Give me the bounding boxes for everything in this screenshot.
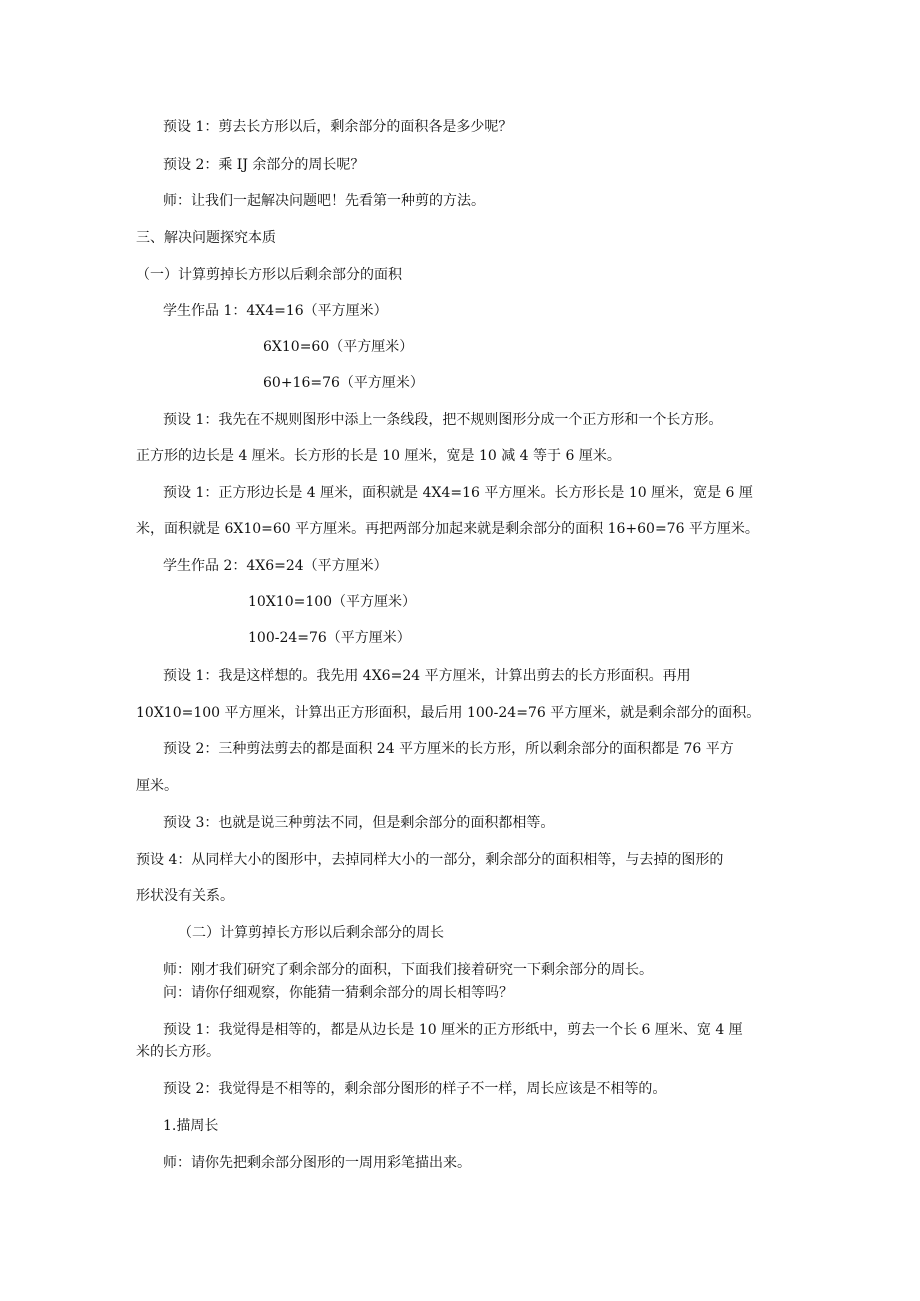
paragraph-preset-1-explain-c-cont: 10X10=100 平方厘米，计算出正方形面积，最后用 100-24=76 平方厘米，就是剩余部分的面积。	[136, 705, 761, 721]
student-work-2-line-3: 100-24=76（平方厘米）	[248, 630, 411, 646]
paragraph-preset-1-perimeter-cont: 米的长方形。	[136, 1044, 220, 1060]
paragraph-preset-1-explain-c: 预设 1：我是这样想的。我先用 4X6=24 平方厘米，计算出剪去的长方形面积。再用	[163, 668, 691, 684]
student-work-2-line-1: 学生作品 2：4X6=24（平方厘米）	[163, 558, 388, 574]
subheading-trace-perimeter: 1.描周长	[163, 1118, 219, 1134]
paragraph-preset-2-question: 预设 2：乘 IJ 余部分的周长呢？	[163, 157, 365, 173]
paragraph-teacher-trace: 师：请你先把剩余部分图形的一周用彩笔描出来。	[163, 1155, 471, 1171]
student-work-1-line-3: 60+16=76（平方厘米）	[263, 375, 424, 391]
paragraph-preset-1-explain-a-cont: 正方形的边长是 4 厘米。长方形的长是 10 厘米，宽是 10 减 4 等于 6 厘米。	[136, 448, 621, 464]
paragraph-question-perimeter: 问：请你仔细观察，你能猜一猜剩余部分的周长相等吗？	[163, 985, 513, 1001]
student-work-1-line-2: 6X10=60（平方厘米）	[263, 339, 414, 355]
paragraph-preset-1-explain-b-cont: 米，面积就是 6X10=60 平方厘米。再把两部分加起来就是剩余部分的面积 16+60=76 平方厘米。	[136, 521, 759, 537]
subsection-heading-area: （一）计算剪掉长方形以后剩余部分的面积	[136, 267, 402, 283]
student-work-2-line-2: 10X10=100（平方厘米）	[248, 594, 417, 610]
paragraph-teacher-intro: 师：让我们一起解决问题吧！先看第一种剪的方法。	[163, 193, 485, 209]
paragraph-preset-1-explain-b: 预设 1：正方形边长是 4 厘米，面积就是 4X4=16 平方厘米。长方形长是 10 厘米，宽是 6 厘	[163, 485, 753, 501]
paragraph-preset-1-perimeter: 预设 1：我觉得是相等的，都是从边长是 10 厘米的正方形纸中，剪去一个长 6 厘米、宽 4 厘	[163, 1022, 743, 1038]
paragraph-preset-4-area: 预设 4：从同样大小的图形中，去掉同样大小的一部分，剩余部分的面积相等，与去掉的图形的	[136, 852, 724, 868]
paragraph-preset-2-area: 预设 2：三种剪法剪去的都是面积 24 平方厘米的长方形，所以剩余部分的面积都是 76 平方	[163, 741, 734, 757]
paragraph-preset-2-area-cont: 厘米。	[136, 778, 178, 794]
paragraph-teacher-perimeter: 师：刚才我们研究了剩余部分的面积，下面我们接着研究一下剩余部分的周长。	[163, 962, 653, 978]
subsection-heading-perimeter: （二）计算剪掉长方形以后剩余部分的周长	[178, 925, 444, 941]
paragraph-preset-2-perimeter: 预设 2：我觉得是不相等的，剩余部分图形的样子不一样，周长应该是不相等的。	[163, 1081, 667, 1097]
paragraph-preset-3-area: 预设 3：也就是说三种剪法不同，但是剩余部分的面积都相等。	[163, 815, 555, 831]
student-work-1-line-1: 学生作品 1：4X4=16（平方厘米）	[163, 303, 388, 319]
paragraph-preset-4-area-cont: 形状没有关系。	[136, 888, 234, 904]
paragraph-preset-1-explain-a: 预设 1：我先在不规则图形中添上一条线段，把不规则图形分成一个正方形和一个长方形。	[163, 412, 723, 428]
paragraph-preset-1-question: 预设 1：剪去长方形以后，剩余部分的面积各是多少呢？	[163, 119, 513, 135]
section-heading-3: 三、解决问题探究本质	[136, 230, 276, 246]
